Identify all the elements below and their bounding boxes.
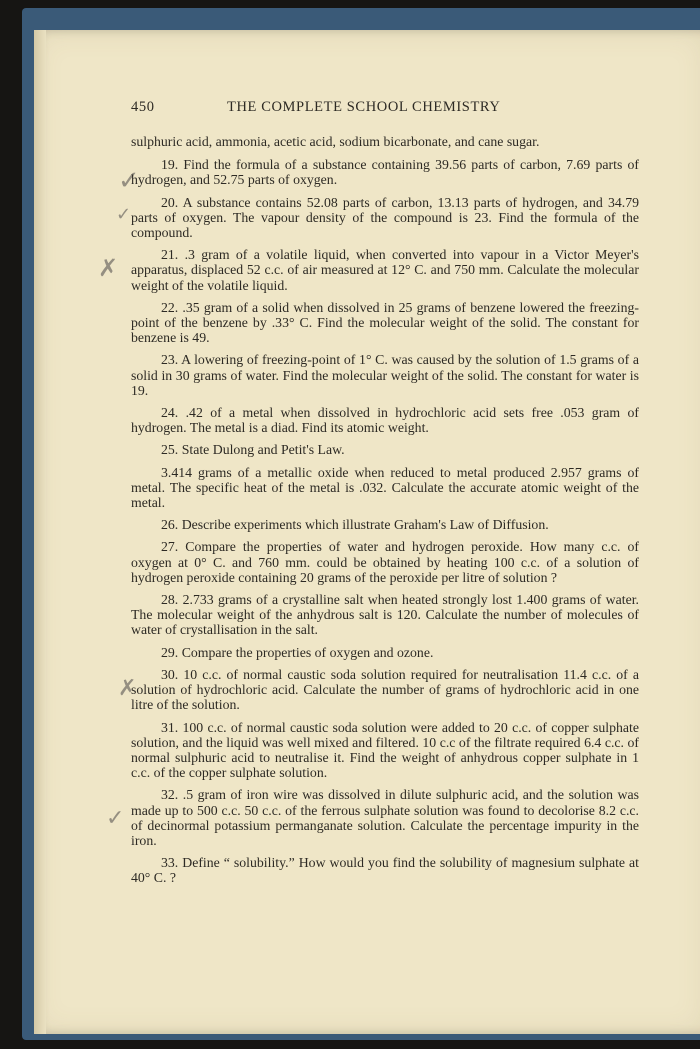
pencil-cross-mark: ✗ xyxy=(118,676,137,701)
pencil-tick-mark: ✓ xyxy=(116,204,132,225)
exercise-question: 30. 10 c.c. of normal caustic soda solution required for neutralisation 11.4 c.c. of a solution of hydrochloric acid. Calculate the number of grams of hydrochloric acid in one litre of the solution. xyxy=(131,666,639,713)
exercise-question: 28. 2.733 grams of a crystalline salt when heated strongly lost 1.400 grams of water. The molecular weight of the anhydrous salt is 120. Calculate the number of molecules of water of crystallisation in the salt. xyxy=(131,592,639,638)
pencil-tick-mark: ✓ xyxy=(118,166,140,196)
exercise-question: 22. .35 gram of a solid when dissolved in 25 grams of benzene lowered the freezing-point of the benzene by .33° C. Find the molecular weight of the solid. The constant for benzene is 49. xyxy=(131,299,639,346)
exercise-question: 20. A substance contains 52.08 parts of carbon, 13.13 parts of hydrogen, and 34.79 parts of oxygen. The vapour density of the compound is 23. Find the formula of the compound. xyxy=(131,194,639,241)
exercise-question: 24. .42 of a metal when dissolved in hydrochloric acid sets free .053 gram of hydrogen. The metal is a diad. Find its atomic weight. xyxy=(131,405,639,436)
exercise-question: 19. Find the formula of a substance containing 39.56 parts of carbon, 7.69 parts of hydrogen, and 52.75 parts of oxygen. xyxy=(131,157,639,188)
exercise-question-part: 3.414 grams of a metallic oxide when reduced to metal produced 2.957 grams of metal. The specific heat of the metal is .032. Calculate the accurate atomic weight of the metal. xyxy=(131,464,639,511)
running-title: THE COMPLETE SCHOOL CHEMISTRY xyxy=(227,99,501,115)
question-list xyxy=(131,157,639,885)
exercise-question: 23. A lowering of freezing-point of 1° C. was caused by the solution of 1.5 grams of a solid in 30 grams of water. Find the molecular weight of the solid. The constant for water is 19. xyxy=(131,352,639,398)
exercise-question: 26. Describe experiments which illustrate Graham's Law of Diffusion. xyxy=(161,517,549,533)
continued-text: sulphuric acid, ammonia, acetic acid, sodium bicarbonate, and cane sugar. xyxy=(131,134,540,149)
exercise-question: 33. Define “ solubility.” How would you find the solubility of magnesium sulphate at 40° C. ? xyxy=(131,855,639,886)
exercise-question: 25. State Dulong and Petit's Law. xyxy=(161,442,345,458)
exercise-question: 27. Compare the properties of water and hydrogen peroxide. How many c.c. of oxygen at 0° C. and 760 mm. could be obtained by heating 100 c.c. of a solution of hydrogen peroxide containing 20 grams of the peroxide per litre of solution ? xyxy=(131,539,639,585)
pencil-cross-mark: ✗ xyxy=(98,254,119,282)
exercise-question: 21. .3 gram of a volatile liquid, when converted into vapour in a Victor Meyer's apparatus, displaced 52 c.c. of air measured at 12° C. and 750 mm. Calculate the molecular weight of the volatile liquid. xyxy=(131,247,639,293)
page-content xyxy=(131,100,639,893)
page-number: 450 xyxy=(131,99,155,115)
page-gutter xyxy=(34,30,46,1034)
pencil-tick-mark: ✓ xyxy=(106,806,125,831)
exercise-question: 32. .5 gram of iron wire was dissolved in dilute sulphuric acid, and the solution was made up to 500 c.c. 50 c.c. of the ferrous sulphate solution was found to decolorise 8.2 c.c. of decinormal potassium permanganate solution. Calculate the percentage impurity in the iron. xyxy=(131,787,639,848)
running-header xyxy=(131,100,639,120)
exercise-question: 29. Compare the properties of oxygen and ozone. xyxy=(161,644,434,660)
exercise-question: 31. 100 c.c. of normal caustic soda solution were added to 20 c.c. of copper sulphate solution, and the liquid was well mixed and filtered. 10 c.c of the filtrate required 6.4 c.c. of normal sulphuric acid to neutralise it. Find the weight of anhydrous copper sulphate in 1 c.c. of the copper sulphate solution. xyxy=(131,719,639,781)
